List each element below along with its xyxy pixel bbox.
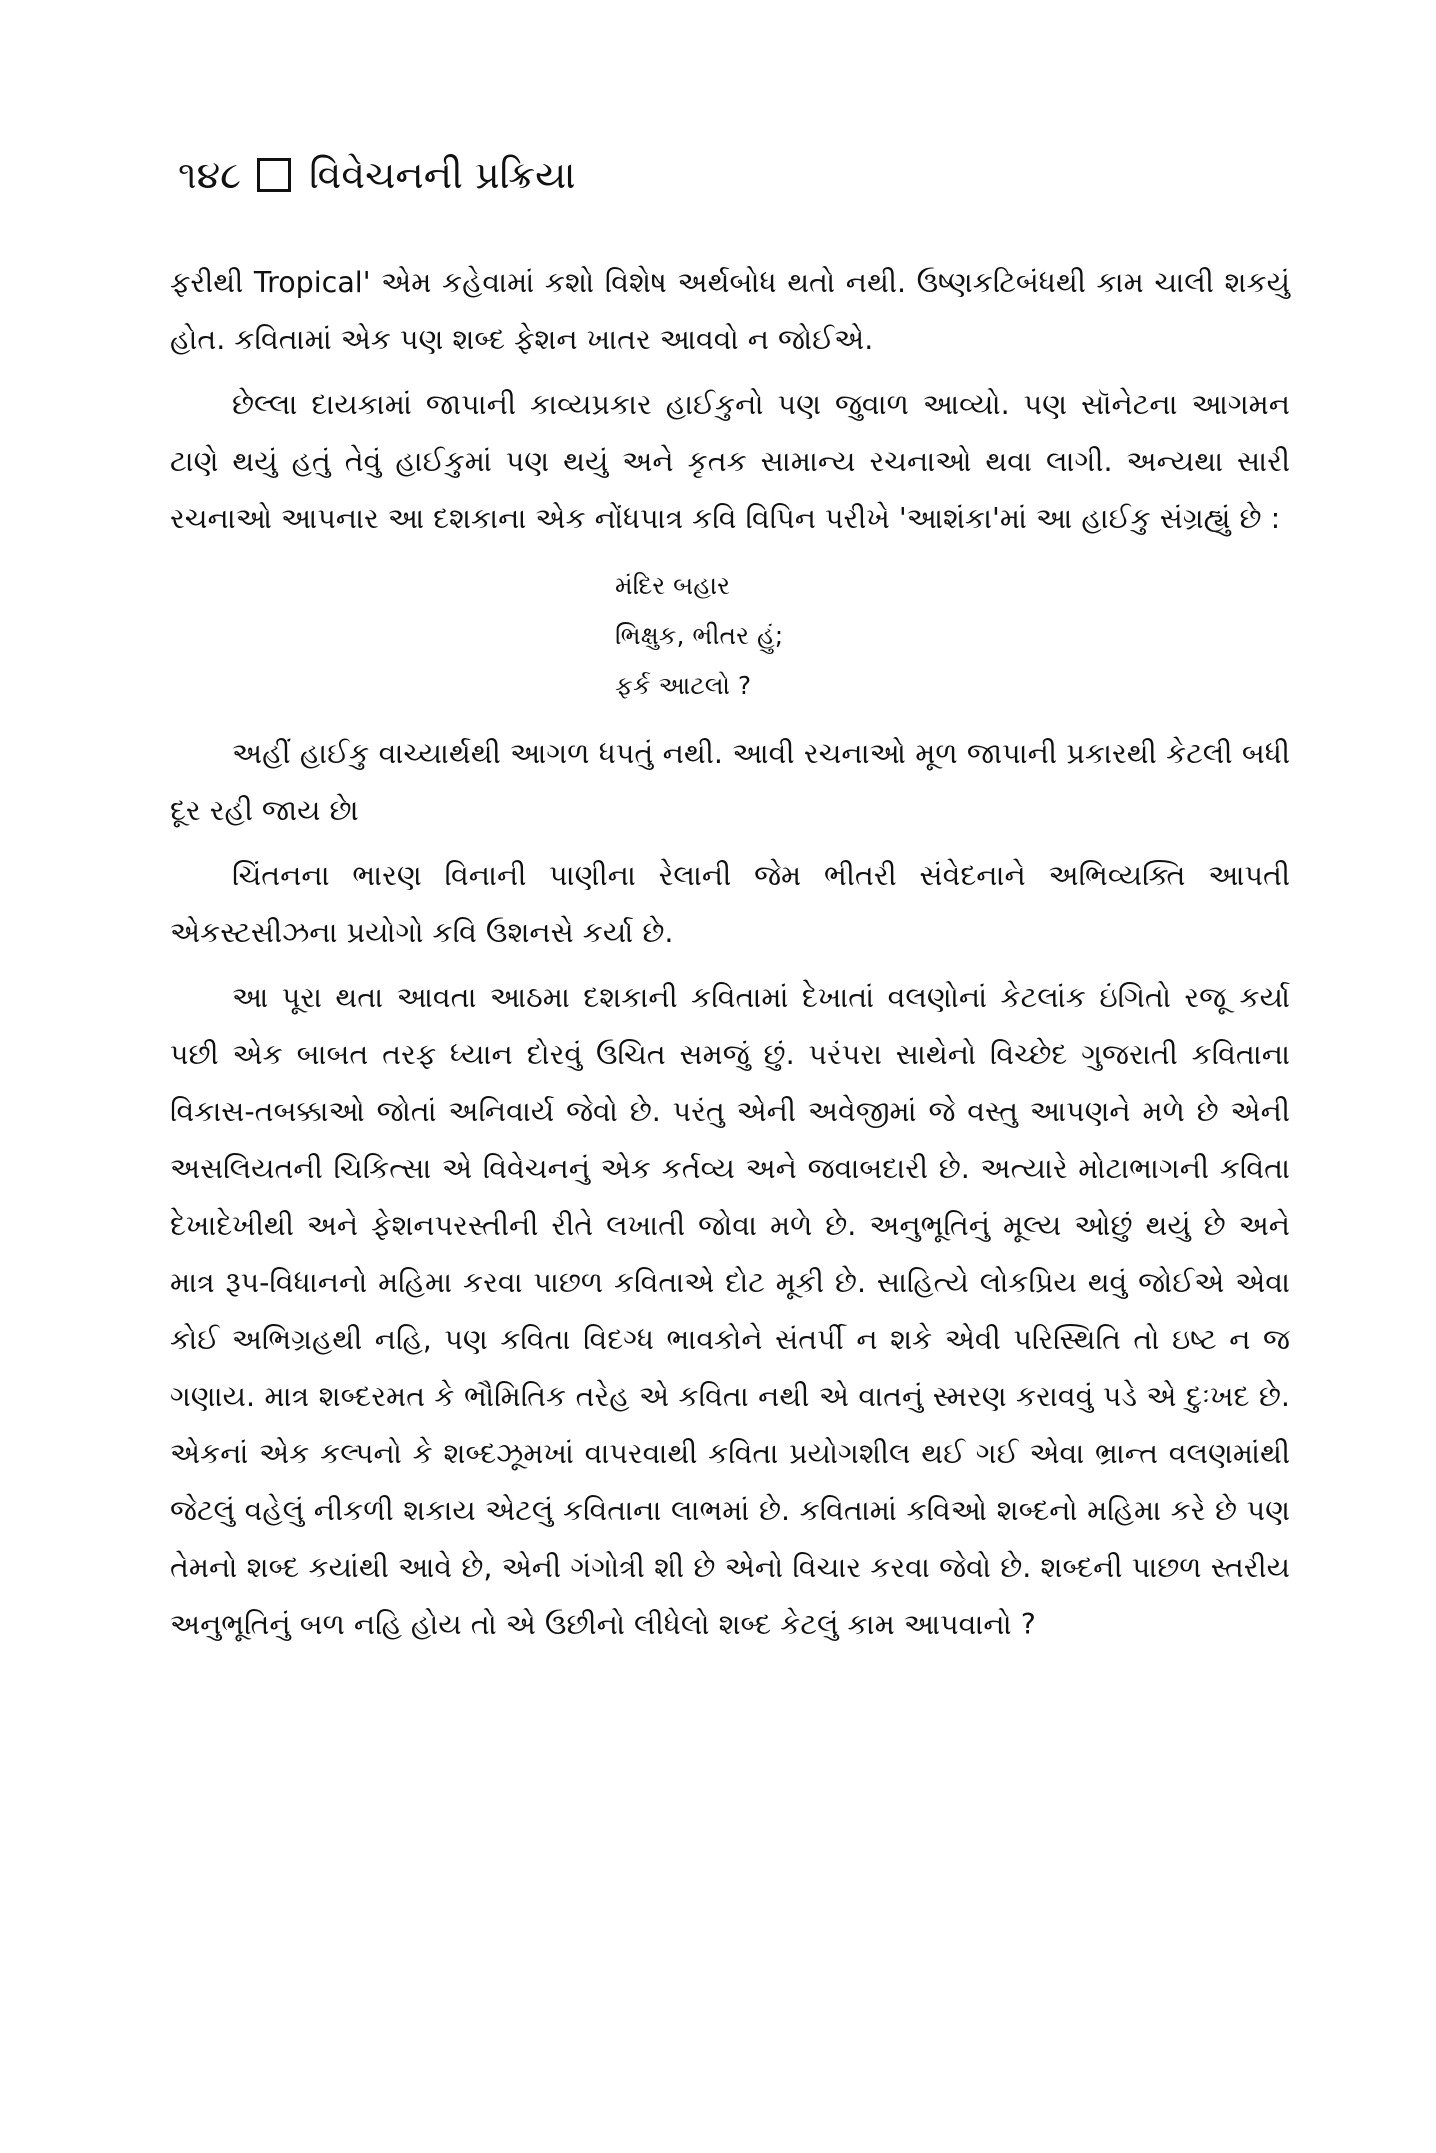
haiku-line: ભિક્ષુક, ભીતર હું; — [615, 621, 784, 650]
running-head — [178, 150, 1290, 200]
paragraph-continuation: ફરીથી Tropical' એમ કહેવામાં કશો વિશેષ અર્થબોધ થતો નથી. ઉષ્ણકટિબંધથી કામ ચાલી શકયું હોત. કવિતામાં એક પણ શબ્દ ફેશન ખાતર આવવો ન જોઈએ. — [170, 266, 1290, 356]
haiku-line: મંદિર બહાર — [615, 571, 731, 600]
page-number: ૧૪૮ — [178, 153, 242, 197]
square-ornament-icon — [257, 158, 291, 192]
paragraph-main-argument: આ પૂરા થતા આવતા આઠમા દશકાની કવિતામાં દેખાતાં વલણોનાં કેટલાંક ઇંગિતો રજૂ કર્યા પછી એક બાબત તરફ ધ્યાન દોરવું ઉચિત સમજું છું. પરંપરા સાથેનો વિચ્છેદ ગુજરાતી કવિતાના વિકાસ-તબક્કાઓ જોતાં અનિવાર્ય જેવો છે. પરંતુ એની અવેજીમાં જે વસ્તુ આપણને મળે છે એની અસલિયતની ચિકિત્સા એ વિવેચનનું એક કર્તવ્ય અને જવાબદારી છે. અત્યારે મોટાભાગની કવિતા દેખાદેખીથી અને ફેશનપરસ્તીની રીતે લખાતી જોવા મળે છે. અનુભૂતિનું મૂલ્ય ઓછું થયું છે અને માત્ર રૂપ-વિધાનનો મહિમા કરવા પાછળ કવિતાએ દોટ મૂકી છે. સાહિત્યે લોકપ્રિય થવું જોઈએ એવા કોઈ અભિગ્રહથી નહિ, પણ કવિતા વિદગ્ધ ભાવકોને સંતર્પી ન શકે એવી પરિસ્થિતિ તો ઇષ્ટ ન જ ગણાય. માત્ર શબ્દરમત કે ભૌમિતિક તરેહ એ કવિતા નથી એ વાતનું સ્મરણ કરાવવું પડે એ દુઃખદ છે. એકનાં એક કલ્પનો કે શબ્દઝૂમખાં વાપરવાથી કવિતા પ્રયોગશીલ થઈ ગઈ એવા ભ્રાન્ત વલણમાંથી જેટલું વહેલું નીકળી શકાય એટલું કવિતાના લાભમાં છે. કવિતામાં કવિઓ શબ્દનો મહિમા કરે છે પણ તેમનો શબ્દ કયાંથી આવે છે, એની ગંગોત્રી શી છે એનો વિચાર કરવા જેવો છે. શબ્દની પાછળ સ્તરીય અનુભૂતિનું બળ નહિ હોય તો એ ઉછીનો લીધેલો શબ્દ કેટલું કામ આપવાનો ? — [170, 981, 1290, 1641]
paragraph-haiku-comment: અહીં હાઈકુ વાચ્યાર્થથી આગળ ધપતું નથી. આવી રચનાઓ મૂળ જાપાની પ્રકારથી કેટલી બધી દૂર રહી જાય છે। — [170, 737, 1290, 827]
paragraph-ushanas: ચિંતનના ભારણ વિનાની પાણીના રેલાની જેમ ભીતરી સંવેદનાને અભિવ્યક્તિ આપતી એકસ્ટસીઝના પ્રયોગો કવિ ઉશનસે કર્યા છે. — [170, 859, 1290, 949]
haiku-line: ફર્ક આટલો ? — [615, 671, 752, 700]
paragraph-haiku-intro: છેલ્લા દાયકામાં જાપાની કાવ્યપ્રકાર હાઈકુનો પણ જુવાળ આવ્યો. પણ સૉનેટના આગમન ટાણે થયું હતું તેવું હાઈકુમાં પણ થયું અને કૃતક સામાન્ય રચનાઓ થવા લાગી. અન્યથા સારી રચનાઓ આપનાર આ દશકાના એક નોંધપાત્ર કવિ વિપિન પરીખે 'આશંકા'માં આ હાઈકુ સંગ્રહ્યું છે : — [170, 388, 1290, 535]
book-title: વિવેચનની પ્રક્રિયા — [309, 153, 576, 197]
haiku-quote — [170, 561, 1290, 711]
book-page — [170, 150, 1290, 1653]
